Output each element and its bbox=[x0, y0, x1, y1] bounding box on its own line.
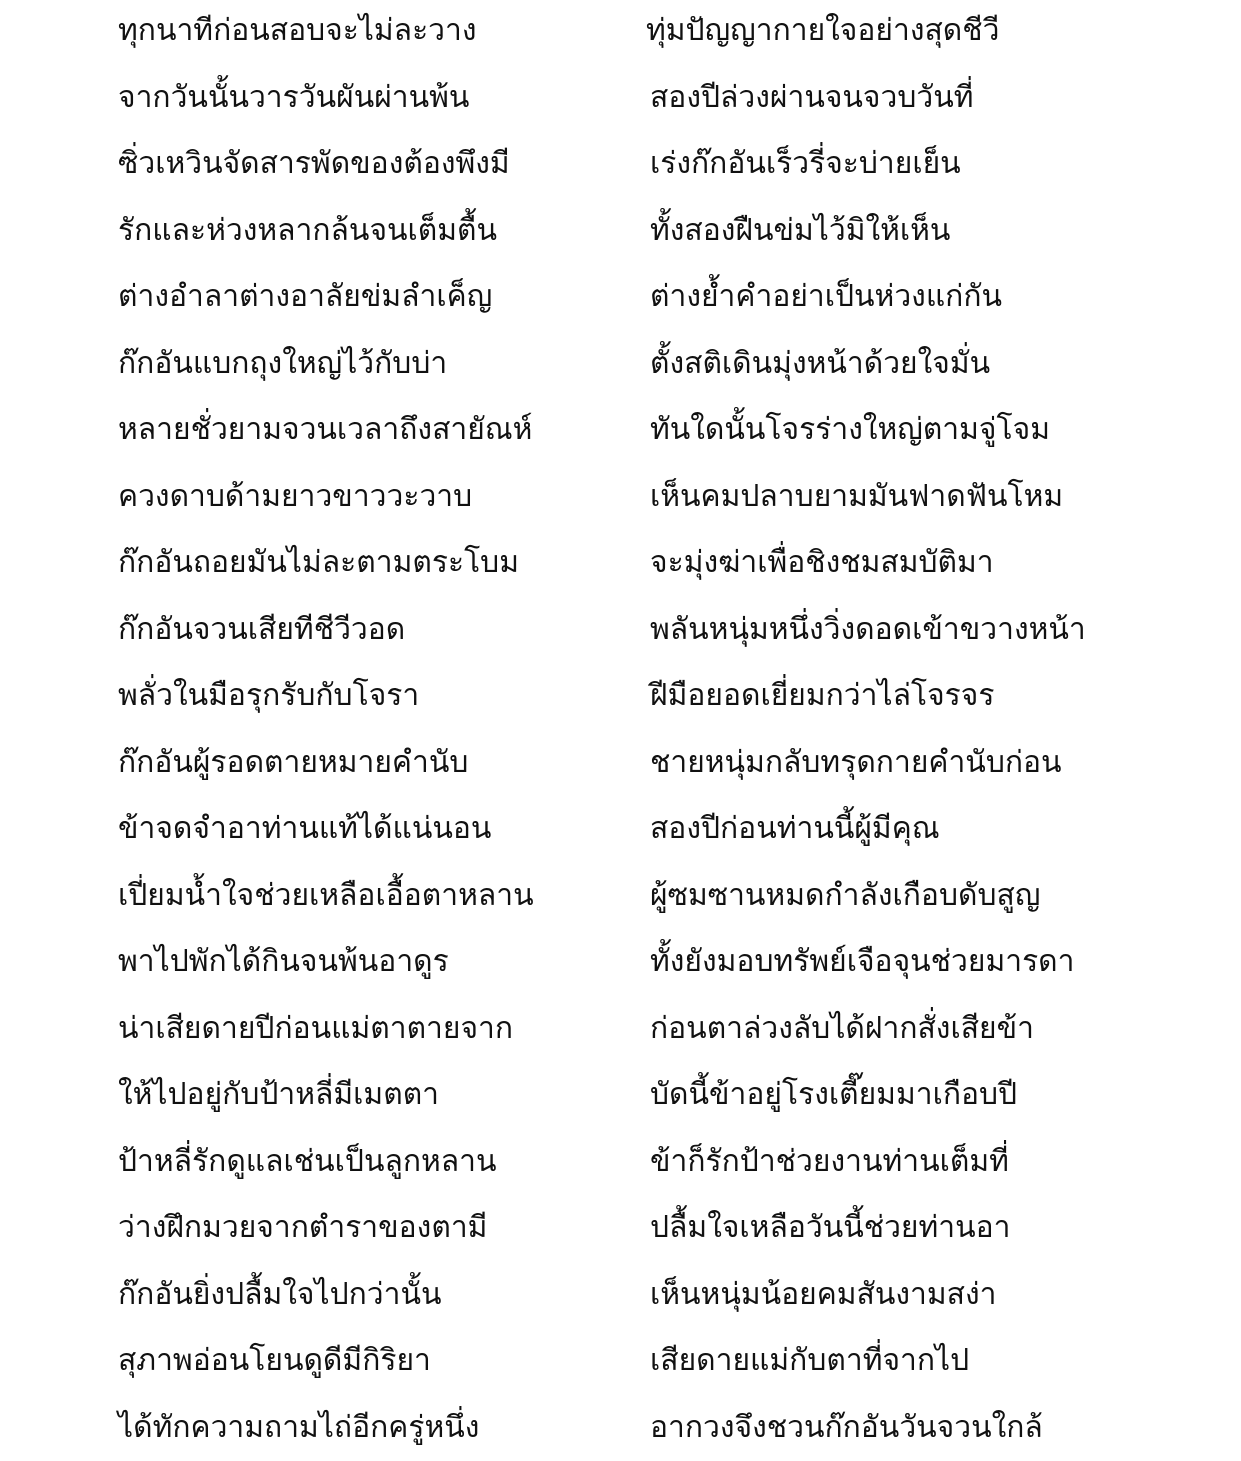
verse-row bbox=[0, 331, 1241, 397]
verse-row bbox=[0, 663, 1241, 729]
verse-right: บัดนี้ข้าอยู่โรงเตี๊ยมมาเกือบปี bbox=[650, 1077, 1018, 1112]
verse-left: ควงดาบด้ามยาวขาววะวาบ bbox=[118, 478, 473, 514]
verse-left: พลั่วในมือรุกรับกับโจรา bbox=[118, 678, 420, 713]
verse-left: ให้ไปอยู่กับป้าหลี่มีเมตตา bbox=[118, 1077, 440, 1112]
verse-row bbox=[0, 131, 1241, 197]
verse-left: ป้าหลี่รักดูแลเช่นเป็นลูกหลาน bbox=[118, 1143, 497, 1179]
verse-row bbox=[0, 264, 1241, 330]
verse-right: สองปีก่อนท่านนี้ผู้มีคุณ bbox=[650, 811, 940, 846]
verse-row bbox=[0, 1129, 1241, 1195]
verse-row bbox=[0, 863, 1241, 929]
verse-left: ก๊กอันผู้รอดตายหมายคำนับ bbox=[118, 744, 469, 780]
verse-left: น่าเสียดายปีก่อนแม่ตาตายจาก bbox=[118, 1010, 514, 1046]
verse-row bbox=[0, 1195, 1241, 1261]
verse-row bbox=[0, 1262, 1241, 1328]
verse-row bbox=[0, 530, 1241, 596]
verse-row bbox=[0, 1328, 1241, 1394]
verse-right: ชายหนุ่มกลับทรุดกายคำนับก่อน bbox=[650, 744, 1062, 780]
verse-left: ก๊กอันถอยมันไม่ละตามตระโบม bbox=[118, 545, 520, 580]
verse-row bbox=[0, 597, 1241, 663]
verse-left: สุภาพอ่อนโยนดูดีมีกิริยา bbox=[118, 1343, 431, 1378]
verse-left: ทุกนาทีก่อนสอบจะไม่ละวาง bbox=[118, 13, 477, 48]
verse-left: ต่างอำลาต่างอาลัยข่มลำเค็ญ bbox=[118, 279, 493, 314]
verse-right: ผู้ซมซานหมดกำลังเกือบดับสูญ bbox=[650, 877, 1041, 913]
verse-row bbox=[0, 65, 1241, 131]
verse-left: ข้าจดจำอาท่านแท้ได้แน่นอน bbox=[118, 811, 492, 846]
verse-right: เห็นหนุ่มน้อยคมสันงามสง่า bbox=[650, 1276, 997, 1312]
verse-row bbox=[0, 796, 1241, 862]
verse-left: รักและห่วงหลากล้นจนเต็มตื้น bbox=[118, 212, 498, 248]
verse-right: จะมุ่งฆ่าเพื่อชิงชมสมบัติมา bbox=[650, 545, 994, 580]
verse-left: หลายชั่วยามจวนเวลาถึงสายัณห์ bbox=[118, 412, 533, 447]
verse-right: ตั้งสติเดินมุ่งหน้าด้วยใจมั่น bbox=[650, 345, 991, 381]
verse-right: สองปีล่วงผ่านจนจวบวันที่ bbox=[650, 79, 974, 115]
verse-row bbox=[0, 929, 1241, 995]
verse-left: ก๊กอันยิ่งปลื้มใจไปกว่านั้น bbox=[118, 1276, 442, 1312]
verse-row bbox=[0, 397, 1241, 463]
verse-right: เร่งก๊กอันเร็วรี่จะบ่ายเย็น bbox=[650, 146, 961, 181]
verse-right: ทันใดนั้นโจรร่างใหญ่ตามจู่โจม bbox=[650, 412, 1050, 447]
verse-right: ต่างย้ำคำอย่าเป็นห่วงแก่กัน bbox=[650, 279, 1003, 314]
verse-row bbox=[0, 996, 1241, 1062]
verse-right: ทั้งสองฝืนข่มไว้มิให้เห็น bbox=[650, 212, 951, 248]
verse-right: ฝีมือยอดเยี่ยมกว่าไล่โจรจร bbox=[650, 678, 995, 713]
verse-row bbox=[0, 730, 1241, 796]
verse-right: ทุ่มปัญญากายใจอย่างสุดชีวี bbox=[646, 13, 1000, 48]
verse-row bbox=[0, 0, 1241, 64]
verse-left: ก๊กอันจวนเสียทีชีวีวอด bbox=[118, 611, 406, 647]
verse-right: ก่อนตาล่วงลับได้ฝากสั่งเสียข้า bbox=[650, 1010, 1034, 1046]
verse-row bbox=[0, 464, 1241, 530]
verse-left: จากวันนั้นวารวันผันผ่านพ้น bbox=[118, 79, 470, 115]
verse-left: ซิ่วเหวินจัดสารพัดของต้องพึงมี bbox=[118, 146, 510, 181]
verse-right: ปลื้มใจเหลือวันนี้ช่วยท่านอา bbox=[650, 1210, 1011, 1245]
verse-right: เห็นคมปลาบยามมันฟาดฟันโหม bbox=[650, 478, 1064, 514]
verse-left: ก๊กอันแบกถุงใหญ่ไว้กับบ่า bbox=[118, 345, 448, 381]
verse-row bbox=[0, 1062, 1241, 1128]
verse-right: ทั้งยังมอบทรัพย์เจือจุนช่วยมารดา bbox=[650, 944, 1075, 979]
verse-row bbox=[0, 1395, 1241, 1461]
verse-right: อากวงจึงชวนก๊กอันวันจวนใกล้ bbox=[650, 1409, 1043, 1445]
verse-right: เสียดายแม่กับตาที่จากไป bbox=[650, 1343, 970, 1378]
verse-left: เปี่ยมน้ำใจช่วยเหลือเอื้อตาหลาน bbox=[118, 877, 534, 913]
verse-row bbox=[0, 198, 1241, 264]
verse-right: ข้าก็รักป้าช่วยงานท่านเต็มที่ bbox=[650, 1143, 1009, 1179]
verse-left: ได้ทักความถามไถ่อีกครู่หนึ่ง bbox=[118, 1409, 480, 1445]
verse-left: ว่างฝึกมวยจากตำราของตามี bbox=[118, 1210, 488, 1245]
verse-left: พาไปพักได้กินจนพ้นอาดูร bbox=[118, 944, 449, 979]
verse-right: พลันหนุ่มหนึ่งวิ่งดอดเข้าขวางหน้า bbox=[650, 611, 1086, 647]
